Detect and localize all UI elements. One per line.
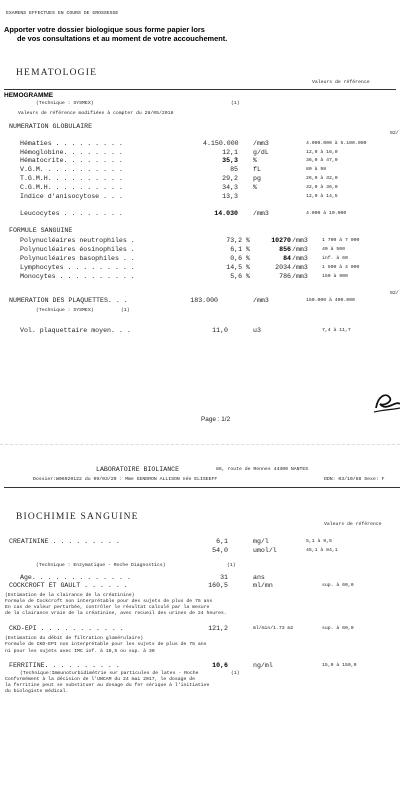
row-anisocytose-label: Indice d'anisocytose . . . bbox=[20, 193, 123, 200]
row-monocytes-label: Monocytes . . . . . . . . . . bbox=[20, 273, 135, 280]
row-cgmh-value: 34,3 bbox=[222, 184, 238, 191]
row-hematies-ref: 4.000.000 à 5.100.000 bbox=[306, 141, 367, 146]
page2-divider bbox=[4, 487, 400, 488]
age-label: Age. . . . . . . . . . . . . bbox=[20, 574, 131, 581]
ferritine-note-2: la ferritine peut se substituer au dosage du fer sérique à l'initiative bbox=[5, 683, 210, 688]
hemogramme-title: HEMOGRAMME bbox=[4, 92, 54, 99]
ckd-label: CKD-EPI . . . . . . . . . . . bbox=[9, 625, 124, 632]
ckd-value: 121,2 bbox=[208, 625, 228, 632]
row-basophiles-label: Polynucléaires basophiles . . bbox=[20, 255, 135, 262]
cockcroft-unit: ml/mn bbox=[253, 582, 273, 589]
creatinine-technique-note: (1) bbox=[227, 563, 236, 568]
margin-mark: 02/ bbox=[390, 291, 399, 296]
age-value: 31 bbox=[220, 574, 228, 581]
row-hematocrite-ref: 36,0 à 47,0 bbox=[306, 158, 338, 163]
exam-note: EXAMENS EFFECTUES EN COURS DE GROSSESSE bbox=[6, 11, 119, 16]
lab-name: LABORATOIRE BIOLIANCE bbox=[96, 466, 180, 473]
row-leucocytes-label: Leucocytes . . . . . . . . bbox=[20, 210, 123, 217]
lab-address: 88, route de Rennes 44300 NANTES bbox=[216, 467, 309, 472]
row-eosinophiles-unit: /mm3 bbox=[292, 246, 308, 253]
row-vgm-unit: fL bbox=[253, 166, 261, 173]
row-hematies-unit: /mm3 bbox=[253, 140, 269, 147]
row-eosinophiles-pct: 6,1 % bbox=[230, 246, 250, 253]
row-cgmh-label: C.G.M.H. . . . . . . . . . bbox=[20, 184, 123, 191]
row-cgmh-unit: % bbox=[253, 184, 257, 191]
row-lymphocytes-ref: 1 500 à 4 000 bbox=[322, 265, 360, 270]
creatinine-technique: (Technique : Enzymatique - Roche Diagnostics) bbox=[36, 563, 166, 568]
row-anisocytose-value: 13,3 bbox=[222, 193, 238, 200]
ferritine-value: 10,6 bbox=[212, 662, 228, 669]
row-monocytes-ref: 150 à 900 bbox=[322, 274, 348, 279]
row-hemoglobine-label: Hémoglobine. . . . . . . . bbox=[20, 149, 123, 156]
dossier-line: Dossier:W06929122 du 09/03/20 : Mme GENDRON ALLISON née ELISEEFF bbox=[33, 477, 218, 482]
row-basophiles-abs: 84 bbox=[283, 255, 291, 262]
notice-line-2: de vos consultations et au moment de votre accouchement. bbox=[17, 34, 228, 43]
age-unit: ans bbox=[253, 574, 265, 581]
ferritine-note-3: du biologiste médical. bbox=[5, 689, 69, 694]
row-hemoglobine-unit: g/dL bbox=[253, 149, 269, 156]
bio-ref-header: Valeurs de référence bbox=[324, 522, 382, 527]
row-neutrophiles-label: Polynucléaires neutrophiles . bbox=[20, 237, 135, 244]
creatinine-value-1: 6,1 bbox=[216, 538, 228, 545]
row-basophiles-ref: inf. à 60 bbox=[322, 256, 348, 261]
creatinine-unit-1: mg/l bbox=[253, 538, 269, 545]
ckd-note-3: ni pour les sujets avec IMC inf. à 18,5 ou sup. à 30 bbox=[5, 649, 155, 654]
row-eosinophiles-abs: 856 bbox=[279, 246, 291, 253]
row-hemoglobine-ref: 12,0 à 16,0 bbox=[306, 150, 338, 155]
hemogramme-technique: (Technique : SYSMEX) bbox=[36, 101, 94, 106]
ferritine-unit: ng/ml bbox=[253, 662, 273, 669]
row-lymphocytes-label: Lymphocytes . . . . . . . . . bbox=[20, 264, 135, 271]
creatinine-unit-2: umol/l bbox=[253, 547, 277, 554]
row-neutrophiles-pct: 73,2 % bbox=[226, 237, 250, 244]
cockcroft-ref: sup. à 60,0 bbox=[322, 583, 354, 588]
biochimie-title: BIOCHIMIE SANGUINE bbox=[16, 512, 139, 522]
row-basophiles-pct: 0,6 % bbox=[230, 255, 250, 262]
row-hematocrite-label: Hématocrite. . . . . . . . bbox=[20, 157, 123, 164]
plaquettes-value: 183.000 bbox=[190, 297, 218, 304]
row-tgmh-label: T.G.M.H. . . . . . . . . . bbox=[20, 175, 123, 182]
ckd-ref: sup. à 60,0 bbox=[322, 626, 354, 631]
row-vgm-label: V.G.M. . . . . . . . . . . bbox=[20, 166, 123, 173]
hemato-divider bbox=[4, 89, 396, 90]
row-cgmh-ref: 32,0 à 36,0 bbox=[306, 185, 338, 190]
cockcroft-note-2: Formule de Cockcroft non interprétable pour des sujets de plus de 75 ans bbox=[5, 599, 213, 604]
margin-mark: 02/ bbox=[390, 131, 399, 136]
row-lymphocytes-pct: 14,5 % bbox=[226, 264, 250, 271]
row-hematocrite-value: 35,3 bbox=[222, 157, 238, 164]
page-number: Page : 1/2 bbox=[201, 416, 231, 423]
notice-line-1: Apporter votre dossier biologique sous forme papier lors bbox=[4, 25, 205, 34]
row-hematocrite-unit: % bbox=[253, 157, 257, 164]
ckd-unit: ml/min/1.73 m2 bbox=[253, 626, 294, 631]
hematologie-title: HEMATOLOGIE bbox=[16, 68, 98, 78]
row-neutrophiles-unit: /mm3 bbox=[292, 237, 308, 244]
row-hematies-value: 4.150.000 bbox=[203, 140, 239, 147]
row-tgmh-ref: 26,0 à 32,0 bbox=[306, 176, 338, 181]
row-monocytes-unit: /mm3 bbox=[292, 273, 308, 280]
ferritine-ref: 15,0 à 150,0 bbox=[322, 663, 357, 668]
row-leucocytes-unit: /mm3 bbox=[253, 210, 269, 217]
plaquettes-unit: /mm3 bbox=[253, 297, 269, 304]
page-separator bbox=[0, 444, 400, 445]
signature bbox=[372, 388, 400, 418]
ckd-note-2: Formule de CKD-EPI non interprétable pour les sujets de plus de 75 ans bbox=[5, 642, 207, 647]
row-lymphocytes-unit: /mm3 bbox=[292, 264, 308, 271]
vpm-unit: u3 bbox=[253, 327, 261, 334]
vpm-ref: 7,4 à 11,7 bbox=[322, 328, 351, 333]
cockcroft-label: COCKCROFT ET GAULT . . . . . . bbox=[9, 582, 128, 589]
row-hematies-label: Hématies . . . . . . . . . bbox=[20, 140, 123, 147]
ferritine-technique-note: (1) bbox=[231, 671, 240, 676]
row-lymphocytes-abs: 2034 bbox=[275, 264, 291, 271]
row-vgm-ref: 80 à 98 bbox=[306, 167, 327, 172]
row-monocytes-abs: 786 bbox=[279, 273, 291, 280]
plaquettes-label: NUMERATION DES PLAQUETTES. . . bbox=[9, 297, 128, 304]
ferritine-technique: (Technique:Immunoturbidimétrie sur particules de latex - Roche bbox=[20, 671, 199, 676]
row-vgm-value: 85 bbox=[230, 166, 238, 173]
row-eosinophiles-ref: 40 à 500 bbox=[322, 247, 346, 252]
row-neutrophiles-ref: 1 700 à 7 000 bbox=[322, 238, 360, 243]
cockcroft-value: 160,5 bbox=[208, 582, 228, 589]
vpm-label: Vol. plaquettaire moyen. . . bbox=[20, 327, 131, 334]
row-neutrophiles-abs: 10270 bbox=[271, 237, 291, 244]
ferritine-label: FERRITINE. . . . . . . . . . bbox=[9, 662, 120, 669]
formule-title: FORMULE SANGUINE bbox=[9, 227, 73, 234]
creatinine-label: CREATININE . . . . . . . . . bbox=[9, 538, 120, 545]
hemato-ref-header: Valeurs de référence bbox=[312, 80, 370, 85]
row-anisocytose-ref: 12,0 à 14,5 bbox=[306, 194, 338, 199]
row-hemoglobine-value: 12,1 bbox=[222, 149, 238, 156]
creatinine-ref-1: 5,1 à 9,5 bbox=[306, 539, 332, 544]
row-leucocytes-value: 14.030 bbox=[214, 210, 238, 217]
plaquettes-ref: 150.000 à 400.000 bbox=[306, 298, 355, 303]
vpm-value: 11,0 bbox=[212, 327, 228, 334]
ddn-line: DDN: 03/10/88 Sexe: F bbox=[324, 477, 385, 482]
creatinine-ref-2: 45,1 à 84,1 bbox=[306, 548, 338, 553]
hemogramme-technique-note: (1) bbox=[231, 101, 240, 106]
plaquettes-technique: (Technique : SYSMEX) bbox=[36, 308, 94, 313]
numeration-title: NUMERATION GLOBULAIRE bbox=[9, 123, 93, 130]
ckd-note-1: (Estimation du débit de filtration glomérulaire) bbox=[5, 636, 144, 641]
row-basophiles-unit: /mm3 bbox=[292, 255, 308, 262]
row-eosinophiles-label: Polynucléaires éosinophiles . bbox=[20, 246, 135, 253]
creatinine-value-2: 54,0 bbox=[212, 547, 228, 554]
row-monocytes-pct: 5,6 % bbox=[230, 273, 250, 280]
row-leucocytes-ref: 4.000 à 10.000 bbox=[306, 211, 347, 216]
cockcroft-note-3: En cas de valeur perturbée, contrôler le résultat calculé par la mesure bbox=[5, 605, 210, 610]
row-tgmh-value: 29,2 bbox=[222, 175, 238, 182]
ferritine-note-1: Conformément à la décision de l'UNCAM du 24 mai 2017, le dosage de bbox=[5, 677, 195, 682]
plaquettes-technique-note: (1) bbox=[121, 308, 130, 313]
cockcroft-note-1: (Estimation de la clairance de la créatinine) bbox=[5, 593, 135, 598]
cockcroft-note-4: de la clairance vraie de la créatinine, avec recueil des urines de 24 heures. bbox=[5, 611, 227, 616]
row-tgmh-unit: pg bbox=[253, 175, 261, 182]
ref-modified-note: Valeurs de référence modifiées à compter du 28/05/2018 bbox=[18, 111, 174, 116]
